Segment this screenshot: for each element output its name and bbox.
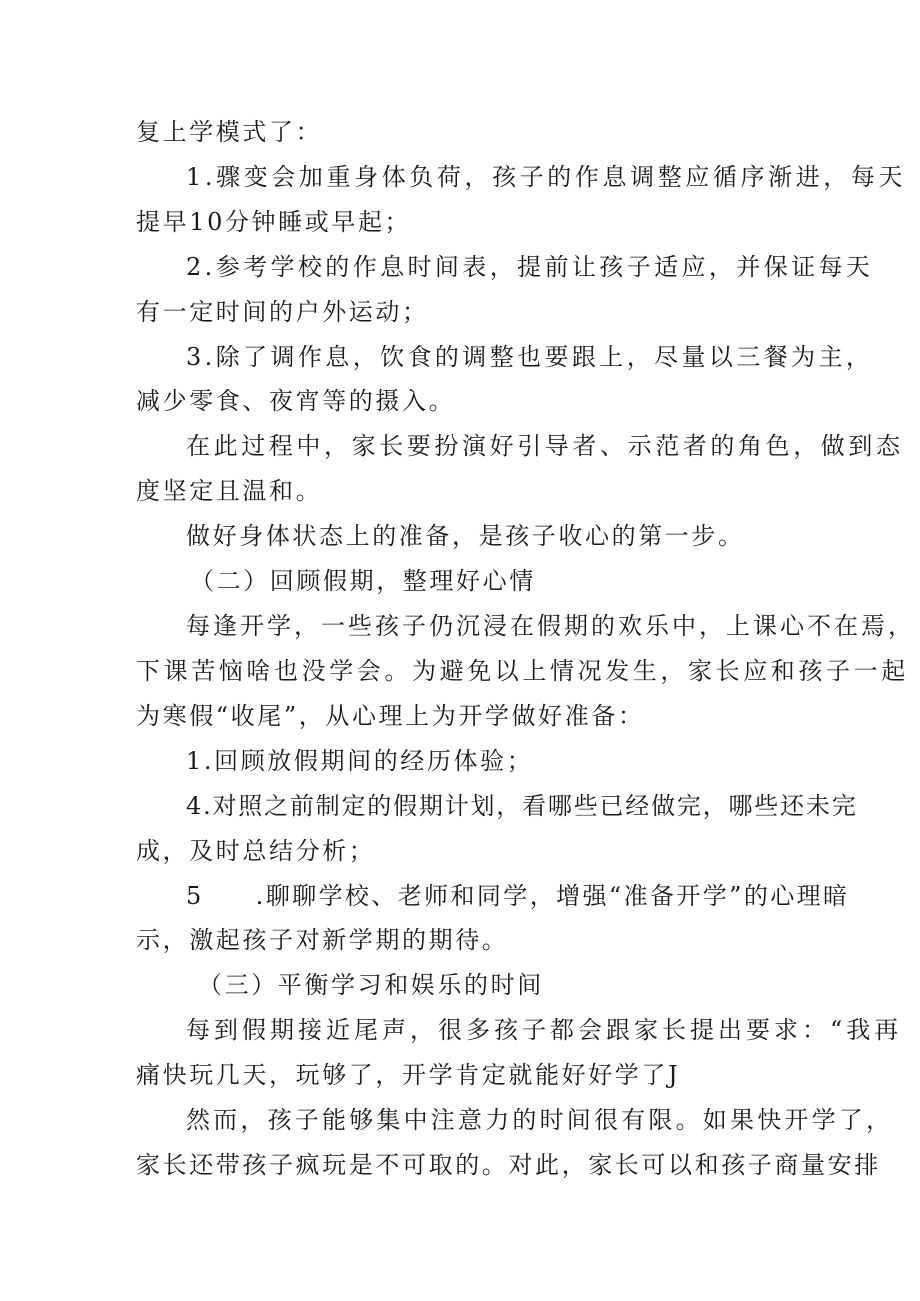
list-item-text: 2.参考学校的作息时间表，提前让孩子适应，并保证每天 — [186, 253, 874, 281]
section-heading: （三）平衡学习和娱乐的时间 — [198, 971, 544, 999]
text-line: 为寒假“收尾”，从心理上为开学做好准备： — [136, 702, 645, 730]
text-line: 提早10分钟睡或早起； — [136, 208, 412, 236]
text-line: 示，激起孩子对新学期的期待。 — [136, 926, 509, 954]
text-line: 成，及时总结分析； — [136, 837, 376, 865]
text-line: 痛快玩几天，玩够了，开学肯定就能好好学了J — [136, 1061, 681, 1089]
text-line: 度坚定且温和。 — [136, 477, 323, 505]
list-item-text: 1.骤变会加重身体负荷，孩子的作息调整应循序渐进，每天 — [186, 163, 907, 191]
text-line: 下课苦恼啥也没学会。为避免以上情况发生，家长应和孩子一起 — [136, 657, 909, 685]
list-item-text: 3.除了调作息，饮食的调整也要跟上，尽量以三餐为主， — [186, 343, 874, 371]
paragraph-text: 在此过程中，家长要扮演好引导者、示范者的角色，做到态 — [186, 432, 904, 460]
text-line: 减少零食、夜宵等的摄入。 — [136, 387, 456, 415]
list-item-body: .聊聊学校、老师和同学，增强“准备开学”的心理暗 — [255, 882, 850, 910]
list-number: 5 — [186, 882, 204, 910]
list-item-text: 4.对照之前制定的假期计划，看哪些已经做完，哪些还未完 — [186, 792, 858, 820]
list-item-text — [186, 881, 849, 911]
text-line: 复上学模式了： — [136, 118, 323, 146]
text-line: 家长还带孩子疯玩是不可取的。对此，家长可以和孩子商量安排 — [136, 1151, 881, 1179]
paragraph-text: 然而，孩子能够集中注意力的时间很有限。如果快开学了， — [186, 1106, 894, 1134]
paragraph-text: 每到假期接近尾声，很多孩子都会跟家长提出要求：“我再 — [186, 1016, 903, 1044]
section-heading: （二）回顾假期，整理好心情 — [190, 567, 536, 595]
text-line: 有一定时间的户外运动； — [136, 298, 429, 326]
paragraph-text: 做好身体状态上的准备，是孩子收心的第一步。 — [186, 522, 745, 550]
list-item-text: 1.回顾放假期间的经历体验； — [186, 747, 534, 775]
paragraph-text: 每逢开学，一些孩子仍沉浸在假期的欢乐中，上课心不在焉， — [186, 612, 915, 640]
